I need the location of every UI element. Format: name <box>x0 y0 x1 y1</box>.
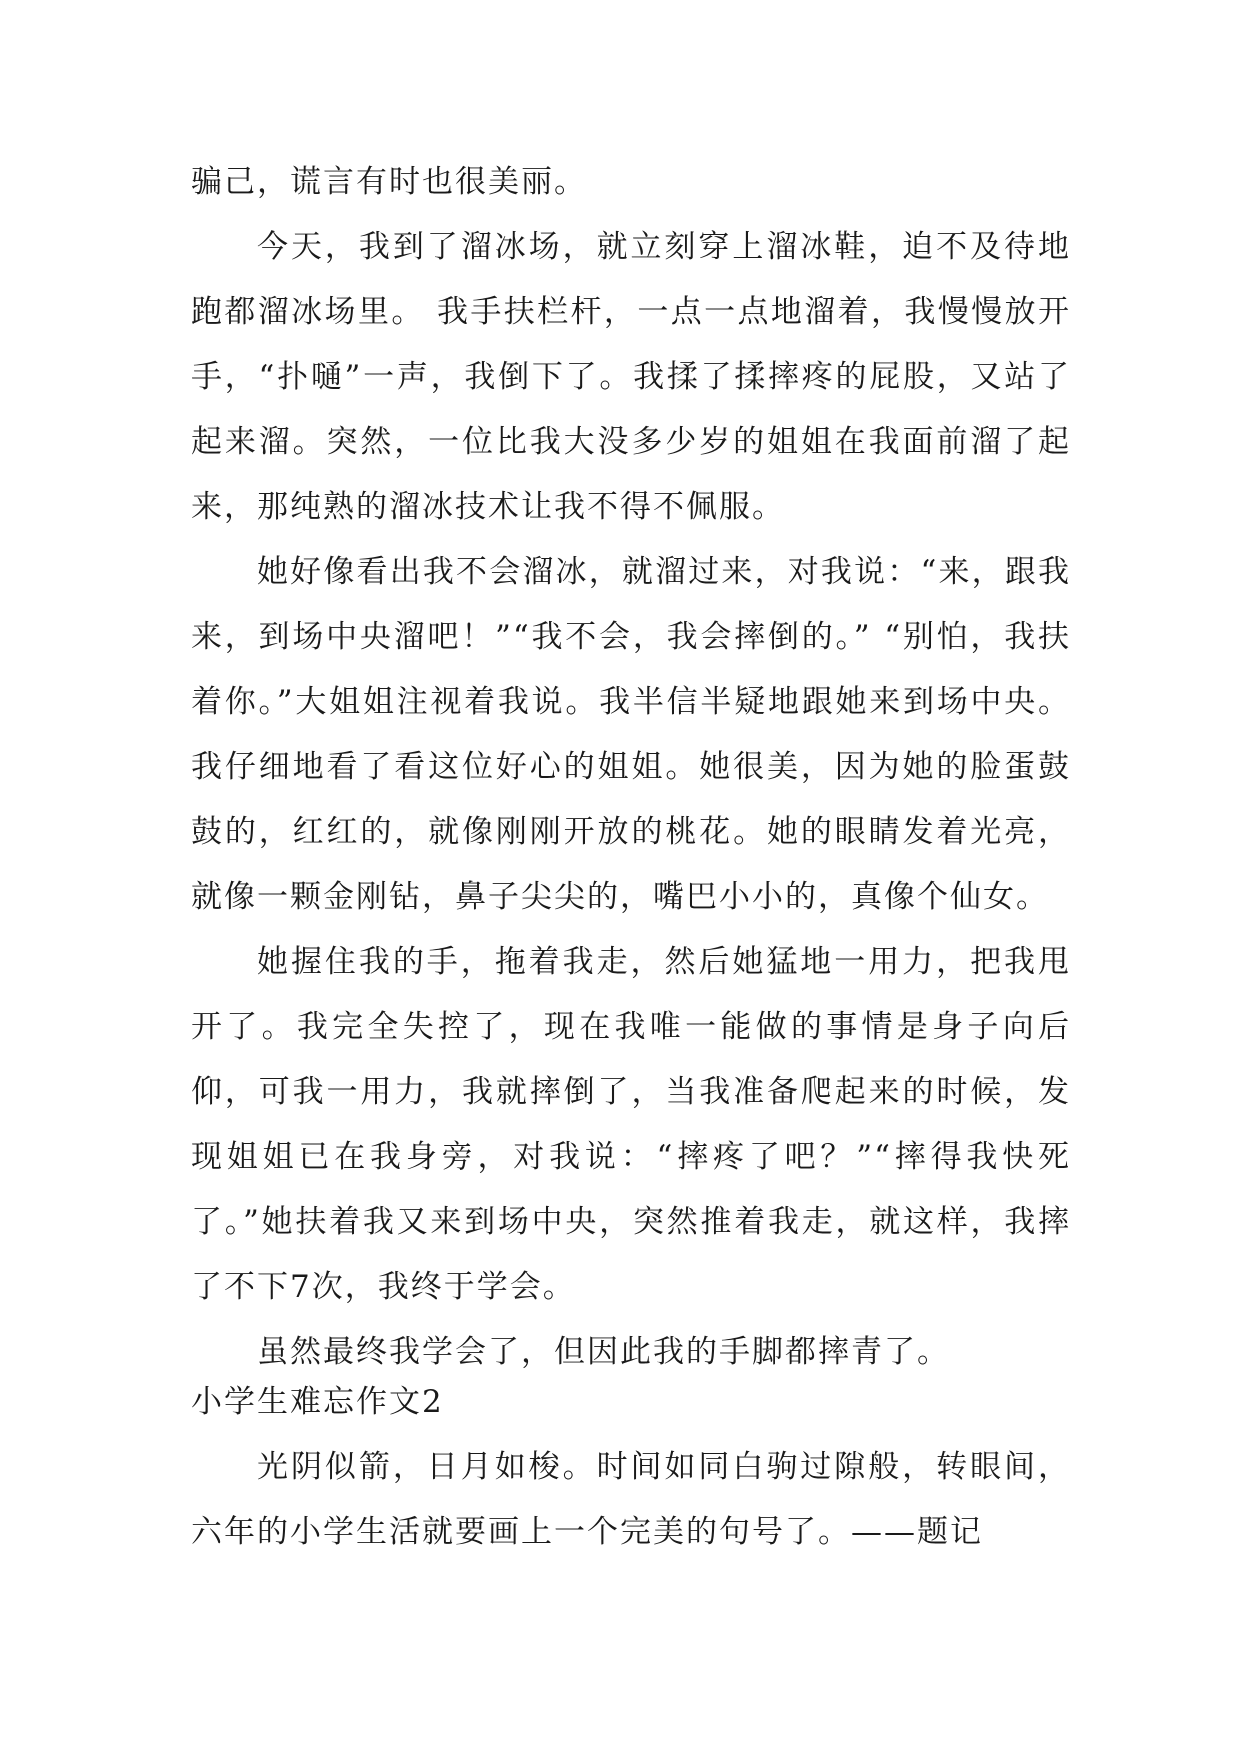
paragraph: 虽然最终我学会了，但因此我的手脚都摔青了。 <box>257 1334 950 1370</box>
paragraph: 骗己，谎言有时也很美丽。 <box>191 164 587 200</box>
essay-title: 小学生难忘作文2 <box>191 1384 444 1420</box>
paragraph: 光阴似箭，日月如梭。时间如同白驹过隙般，转眼间，六年的小学生活就要画上一个完美的句号了。——题记 <box>191 1449 1071 1550</box>
paragraph: 她握住我的手，拖着我走，然后她猛地一用力，把我甩开了。我完全失控了，现在我唯一能做的事情是身子向后仰，可我一用力，我就摔倒了，当我准备爬起来的时候，发现姐姐已在我身旁，对我说：“摔疼了吧？”“摔得我快死了。”她扶着我又来到场中央，突然推着我走，就这样，我摔了不下7次，我终于学会。 <box>191 944 1071 1305</box>
paragraph: 她好像看出我不会溜冰，就溜过来，对我说：“来，跟我来，到场中央溜吧！”“我不会，我会摔倒的。” “别怕，我扶着你。”大姐姐注视着我说。我半信半疑地跟她来到场中央。 我仔细地看了看这位好心的姐姐。她很美，因为她的脸蛋鼓鼓的，红红的，就像刚刚开放的桃花。她的眼睛发着光亮，就像一颗金刚钻，鼻子尖尖的，嘴巴小小的，真像个仙女。 <box>191 554 1071 915</box>
essay-2-body <box>191 1370 1071 1565</box>
paragraph: 今天，我到了溜冰场，就立刻穿上溜冰鞋，迫不及待地跑都溜冰场里。 我手扶栏杆，一点一点地溜着，我慢慢放开手，“扑嗵”一声，我倒下了。我揉了揉摔疼的屁股，又站了起来溜。突然，一位比我大没多少岁的姐姐在我面前溜了起来，那纯熟的溜冰技术让我不得不佩服。 <box>191 229 1071 525</box>
essay-1-body <box>191 150 1071 1385</box>
